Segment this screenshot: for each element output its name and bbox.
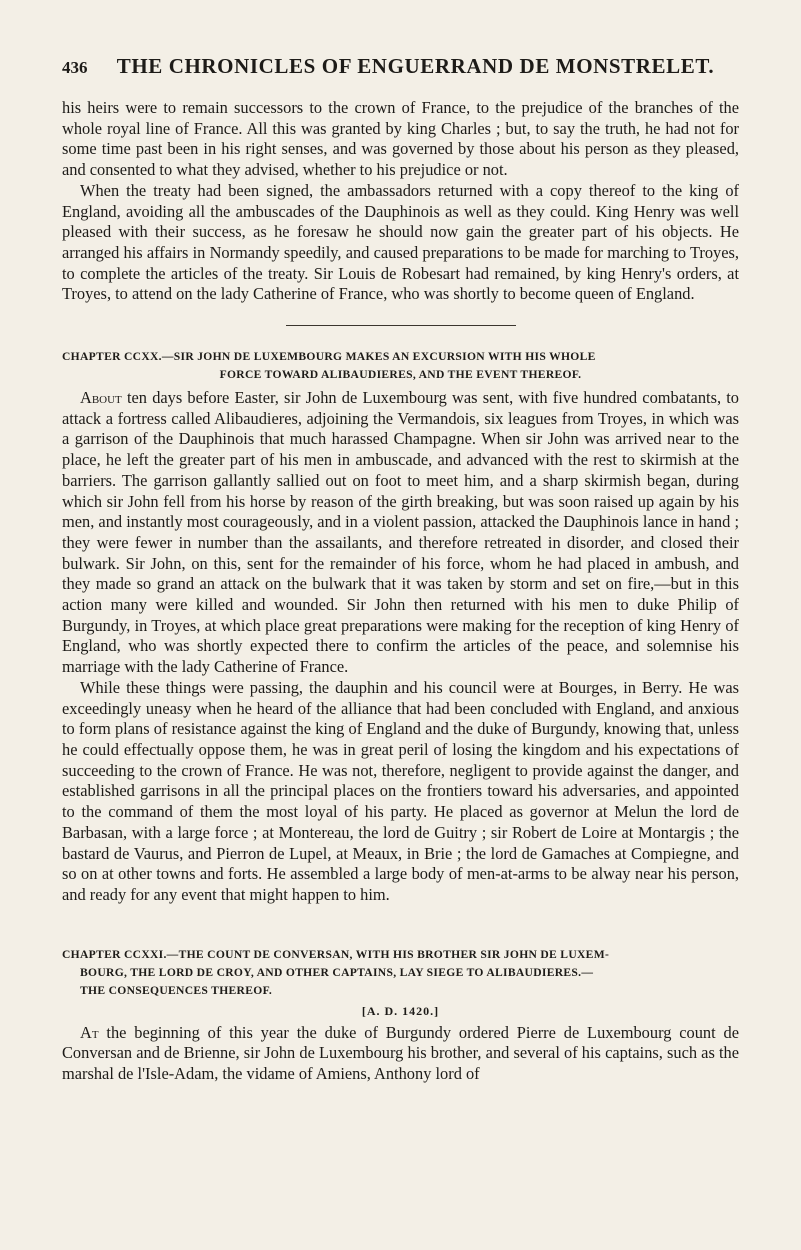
section-divider [286, 325, 516, 326]
chapter-ccxx-paragraph-1-text: ten days before Easter, sir John de Luxembourg was sent, with five hundred combatants, to attack a fortress called Alibaudieres, adjoining the Vermandois, six leagues from Troyes, in which was a garrison of the Dauphinois that much harassed Champagne. When sir John was arrived near to the place, he left the greater part of his men in ambuscade, and advanced with the rest to skirmish at the barriers. The garrison gallantly sallied out on foot to meet him, and a sharp skirmish began, during which sir John fell from his horse by reason of the girth breaking, but was soon raised up again by his men, and instantly most courageously, and in a violent passion, attacked the Dauphinois lance in hand ; they were fewer in number than the assailants, and therefore retreated in disorder, and closed their bulwark. Sir John, on this, sent for the remainder of his force, whom he had placed in ambush, and they made so grand an attack on the bulwark that it was taken by storm and set on fire,—but in this action many were killed and wounded. Sir John then returned with his men to duke Philip of Burgundy, in Troyes, at which place great preparations were making for the reception of king Henry of England, who was shortly expected there to confirm the articles of the peace, and solemnise his marriage with the lady Catherine of France. [62, 388, 739, 677]
chapter-ccxx-heading-line1: CHAPTER CCXX.—SIR JOHN DE LUXEMBOURG MAKES AN EXCURSION WITH HIS WHOLE [62, 350, 596, 364]
lead-word: About [80, 388, 122, 408]
page-number: 436 [62, 58, 88, 77]
chapter-ccxx-heading [62, 348, 739, 384]
chapter-ccxxi-heading-line2: BOURG, THE LORD DE CROY, AND OTHER CAPTAINS, LAY SIEGE TO ALIBAUDIERES.— [80, 965, 594, 979]
running-title: THE CHRONICLES OF ENGUERRAND DE MONSTRELET. [116, 54, 715, 78]
chapter-date: [A. D. 1420.] [361, 1003, 440, 1018]
chapter-ccxxi-heading-line3: THE CONSEQUENCES THEREOF. [80, 983, 273, 997]
chapter-ccxx-paragraph-1 [62, 388, 739, 678]
page-header [62, 54, 739, 84]
chapter-ccxxi-paragraph-1-text: the beginning of this year the duke of Burgundy ordered Pierre de Luxembourg count de Conversan and de Brienne, sir John de Luxembourg his brother, and several of his captains, such as the marshal de l'Isle-Adam, the vidame of Amiens, Anthony lord of [62, 1022, 739, 1084]
chapter-ccxx-heading-line2: FORCE TOWARD ALIBAUDIERES, AND THE EVENT THEREOF. [219, 368, 582, 382]
chapter-ccxxi-heading-line1: CHAPTER CCXXI.—THE COUNT DE CONVERSAN, WITH HIS BROTHER SIR JOHN DE LUXEM- [62, 947, 610, 961]
lead-word: At [80, 1022, 99, 1042]
paragraph-continued: his heirs were to remain successors to the crown of France, to the prejudice of the branches of the whole royal line of France. All this was granted by king Charles ; but, to say the truth, he had not for some time past been in his right senses, and was governed by those about his person as they pleased, and consented to what they advised, whether to his prejudice or not. [62, 98, 739, 180]
chapter-ccxxi-heading [62, 946, 739, 1000]
chapter-ccxxi-paragraph-1 [62, 1023, 739, 1085]
paragraph-treaty-signed: When the treaty had been signed, the ambassadors returned with a copy thereof to the king of England, avoiding all the ambuscades of the Dauphinois as well as they could. King Henry was well pleased with their success, as he foresaw he should now gain the greater part of his objects. He arranged his affairs in Normandy speedily, and caused preparations to be made for marching to Troyes, to complete the articles of the treaty. Sir Louis de Robesart had remained, by king Henry's orders, at Troyes, to attend on the lady Catherine of France, who was shortly to become queen of England. [62, 180, 739, 304]
chapter-ccxx-paragraph-2: While these things were passing, the dauphin and his council were at Bourges, in Berry. He was exceedingly uneasy when he heard of the alliance that had been concluded with England, and anxious to form plans of resistance against the king of England and the duke of Burgundy, knowing that, unless he could effectually oppose them, he was in great peril of losing the kingdom and his expectations of succeeding to the crown of France. He was not, therefore, negligent to provide against the danger, and established garrisons in all the principal places on the frontiers toward his adversaries, and appointed to the command of them the most loyal of his party. He placed as governor at Melun the lord de Barbasan, with a large force ; at Montereau, the lord de Guitry ; sir Robert de Loire at Montargis ; the bastard de Vaurus, and Pierron de Lupel, at Meaux, in Brie ; the lord de Gamaches at Compiegne, and so on at other towns and forts. He assembled a large body of men-at-arms to be alway near his person, and ready for any event that might happen to him. [62, 677, 739, 904]
